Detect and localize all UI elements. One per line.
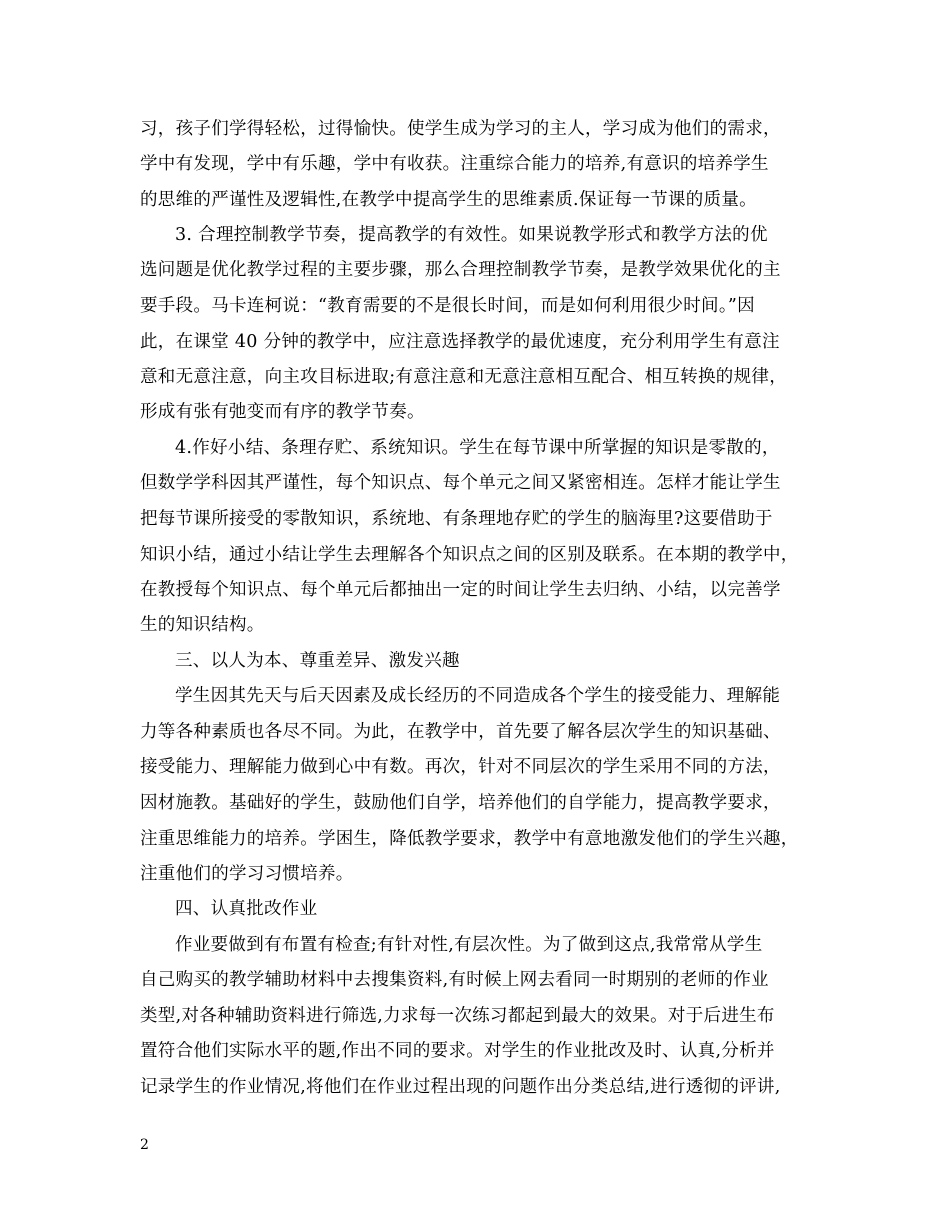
text-line: 学中有发现，学中有乐趣，学中有收获。注重综合能力的培养,有意识的培养学生 [140,154,769,174]
text-line: 把每节课所接受的零散知识，系统地、有条理地存贮的学生的脑海里?这要借助于 [140,509,773,529]
text-line: 接受能力、理解能力做到心中有数。再次，针对不同层次的学生采用不同的方法， [140,757,781,777]
paragraph-start-line: 作业要做到有布置有检查;有针对性,有层次性。为了做到这点,我常常从学生 [175,935,763,955]
text-line: 在教授每个知识点、每个单元后都抽出一定的时间让学生去归纳、小结，以完善学 [140,580,781,600]
section-heading: 三、以人为本、尊重差异、激发兴趣 [175,651,460,671]
text-line: 形成有张有弛变而有序的教学节奏。 [140,402,425,422]
paragraph-start-line: 4.作好小结、条理存贮、系统知识。学生在每节课中所掌握的知识是零散的， [175,438,780,458]
text-line: 记录学生的作业情况,将他们在作业过程出现的问题作出分类总结,进行透彻的评讲, [140,1077,781,1097]
text-line: 选问题是优化教学过程的主要步骤，那么合理控制教学节奏，是教学效果优化的主 [140,260,781,280]
page-number: 2 [140,1137,149,1153]
text-line: 但数学学科因其严谨性，每个知识点、每个单元之间又紧密相连。怎样才能让学生 [140,473,781,493]
text-line: 生的知识结构。 [140,615,265,635]
text-line: 因材施教。基础好的学生，鼓励他们自学，培养他们的自学能力，提高教学要求， [140,793,781,813]
section-heading: 四、认真批改作业 [175,899,318,919]
paragraph-start-line: 学生因其先天与后天因素及成长经历的不同造成各个学生的接受能力、理解能 [175,686,781,706]
paragraph-start-line: 3. 合理控制教学节奏，提高教学的有效性。如果说教学形式和教学方法的优 [175,225,768,245]
text-line: 习，孩子们学得轻松，过得愉快。使学生成为学习的主人，学习成为他们的需求， [140,119,781,139]
text-line: 注重他们的学习习惯培养。 [140,864,354,884]
text-line: 此，在课堂 40 分钟的教学中，应注意选择教学的最优速度，充分利用学生有意注 [140,332,780,352]
text-line: 自己购买的教学辅助材料中去搜集资料,有时候上网去看同一时期别的老师的作业 [140,970,769,990]
text-line: 意和无意注意，向主攻目标进取;有意注意和无意注意相互配合、相互转换的规律， [140,367,787,387]
text-line: 的思维的严谨性及逻辑性,在教学中提高学生的思维素质.保证每一节课的质量。 [140,190,757,210]
text-line: 类型,对各种辅助资料进行筛选,力求每一次练习都起到最大的效果。对于后进生布 [140,1006,775,1026]
text-line: 力等各种素质也各尽不同。为此，在教学中，首先要了解各层次学生的知识基础、 [140,722,781,742]
text-line: 要手段。马卡连柯说：“教育需要的不是很长时间，而是如何利用很少时间。”因 [140,296,755,316]
text-line: 知识小结，通过小结让学生去理解各个知识点之间的区别及联系。在本期的教学中， [140,545,799,565]
text-line: 注重思维能力的培养。学困生，降低教学要求，教学中有意地激发他们的学生兴趣， [140,829,799,849]
text-line: 置符合他们实际水平的题,作出不同的要求。对学生的作业批改及时、认真,分析并 [140,1041,775,1061]
